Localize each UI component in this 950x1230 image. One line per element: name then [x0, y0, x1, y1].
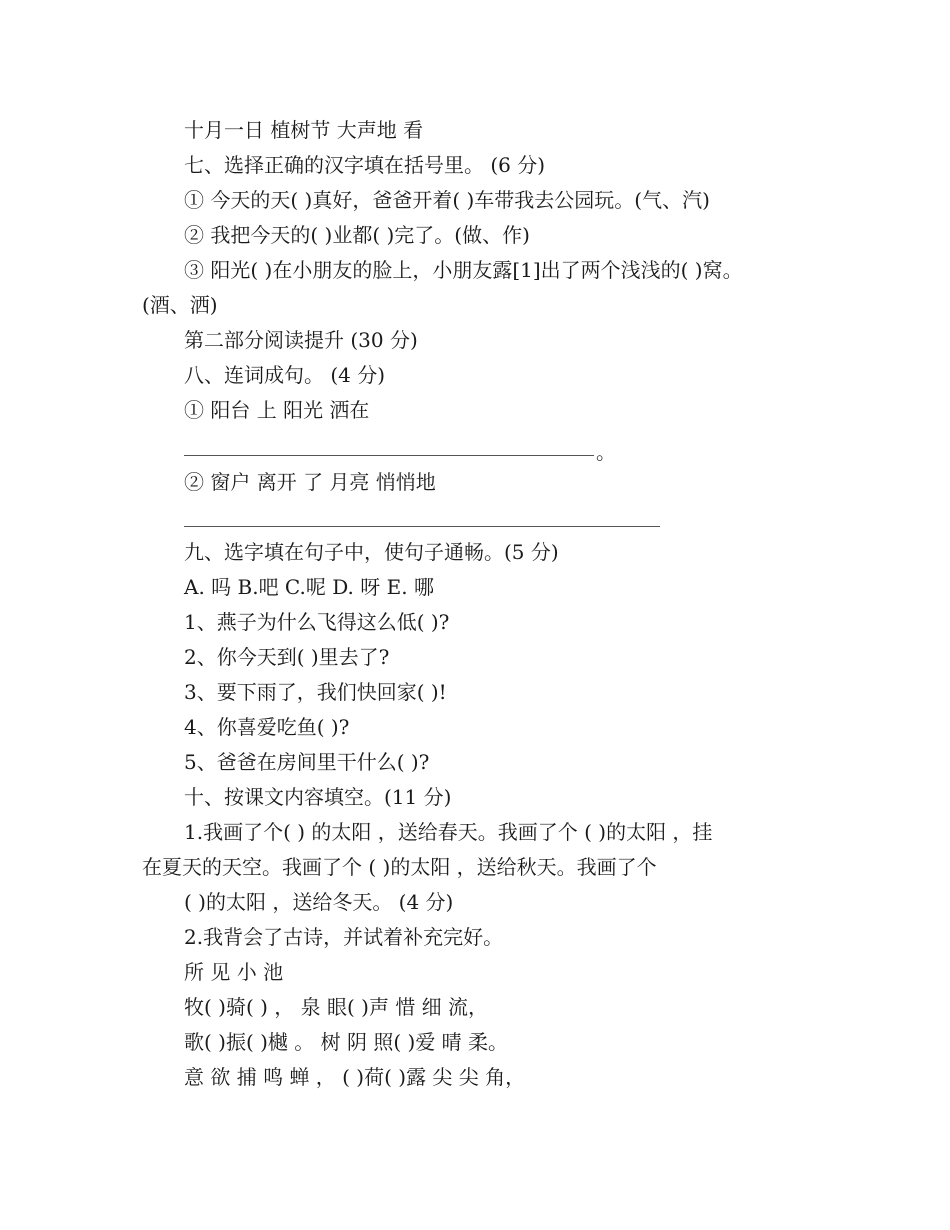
question-eight-2: ② 窗户 离开 了 月亮 悄悄地 [184, 470, 436, 494]
poem-line-3: 意 欲 捕 鸣 蝉 ， ( )荷( )露 尖 尖 角， [184, 1065, 526, 1089]
question-nine-3: 3、要下雨了，我们快回家( )! [184, 680, 447, 704]
question-seven-2: ② 我把今天的( )业都( )完了。(做、作) [184, 223, 530, 247]
answer-line-2 [184, 526, 660, 527]
section-nine-options: A. 吗 B.吧 C.呢 D. 呀 E. 哪 [184, 575, 434, 599]
question-nine-2: 2、你今天到( )里去了? [184, 645, 390, 669]
question-ten-1-line-1: 1.我画了个( ) 的太阳 ，送给春天。我画了个 ( )的太阳 ，挂 [184, 820, 713, 844]
question-nine-1: 1、燕子为什么飞得这么低( )? [184, 610, 450, 634]
part-two-heading: 第二部分阅读提升 (30 分) [184, 328, 418, 352]
question-eight-1: ① 阳台 上 阳光 洒在 [184, 398, 370, 422]
poem-line-1: 牧( )骑( ) ， 泉 眼( )声 惜 细 流， [184, 995, 489, 1019]
section-eight-heading: 八、连词成句。 (4 分) [184, 363, 386, 387]
poem-titles: 所 见 小 池 [184, 960, 284, 984]
question-seven-3: ③ 阳光( )在小朋友的脸上，小朋友露[1]出了两个浅浅的( )窝。 [184, 258, 743, 282]
poem-line-2: 歌( )振( )樾 。 树 阴 照( )爱 晴 柔。 [184, 1030, 509, 1054]
question-seven-3-options: (酒、洒) [142, 293, 218, 317]
question-nine-4: 4、你喜爱吃鱼( )? [184, 715, 350, 739]
section-seven-heading: 七、选择正确的汉字填在括号里。 (6 分) [184, 153, 546, 177]
answer-line-1-period: 。 [596, 440, 616, 464]
question-ten-1-line-3: ( )的太阳 ，送给冬天。 (4 分) [184, 890, 454, 914]
question-ten-1-line-2: 在夏天的天空。我画了个 ( )的太阳 ，送给秋天。我画了个 [142, 855, 657, 879]
word-list-line: 十月一日 植树节 大声地 看 [184, 118, 424, 142]
question-ten-2: 2.我背会了古诗，并试着补充完好。 [184, 925, 504, 949]
question-seven-1: ① 今天的天( )真好，爸爸开着( )车带我去公园玩。(气、汽) [184, 188, 710, 212]
section-nine-heading: 九、选字填在句子中，使句子通畅。(5 分) [184, 540, 559, 564]
answer-line-1 [184, 455, 594, 456]
question-nine-5: 5、爸爸在房间里干什么( )? [184, 750, 430, 774]
section-ten-heading: 十、按课文内容填空。(11 分) [184, 785, 452, 809]
